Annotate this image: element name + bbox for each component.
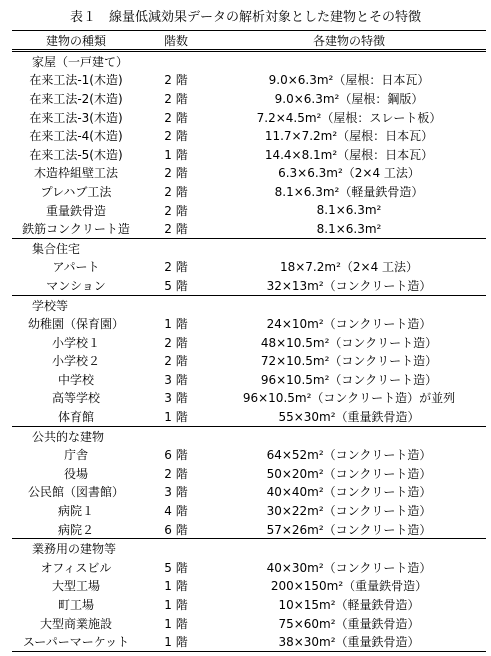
- cell-building-type: 小学校２: [51, 354, 100, 369]
- cell-building-type: 庁舎: [63, 448, 88, 463]
- cell-building-type: 町工場: [57, 598, 94, 613]
- cell-building-type: 在来工法-4(木造): [29, 129, 123, 144]
- bottom-rule: [12, 651, 486, 652]
- cell-floors: 6 階: [164, 522, 188, 537]
- group-title: 集合住宅: [32, 241, 81, 256]
- table-row: [12, 333, 486, 352]
- table-row: [12, 464, 486, 483]
- cell-building-type: 鉄筋コンクリート造: [22, 222, 130, 237]
- group-title-row: [12, 539, 486, 558]
- cell-floors: 2 階: [164, 73, 188, 88]
- cell-features: 9.0×6.3m²（屋根：日本瓦）: [268, 73, 430, 88]
- cell-floors: 2 階: [164, 203, 188, 218]
- cell-features: 8.1×6.3m²: [316, 221, 382, 236]
- cell-floors: 2 階: [164, 354, 188, 369]
- table-row: [12, 352, 486, 371]
- cell-features: 9.0×6.3m²（屋根：鋼版）: [274, 91, 424, 106]
- cell-features: 8.1×6.3m²: [316, 203, 382, 218]
- cell-floors: 5 階: [164, 278, 188, 293]
- cell-features: 50×20m²（コンクリート造）: [266, 466, 432, 481]
- group-title: 家屋（一戸建て）: [32, 54, 129, 69]
- cell-floors: 2 階: [164, 166, 188, 181]
- cell-building-type: 重量鉄骨造: [45, 203, 106, 218]
- group-title-row: [12, 239, 486, 258]
- cell-floors: 2 階: [164, 260, 188, 275]
- table-group: [12, 427, 486, 539]
- table-row: [12, 71, 486, 90]
- cell-floors: 5 階: [164, 560, 188, 575]
- cell-floors: 2 階: [164, 91, 188, 106]
- cell-building-type: アパート: [52, 260, 100, 275]
- header-floors: 階数: [163, 33, 188, 48]
- table-row: [12, 389, 486, 408]
- cell-building-type: 大型商業施設: [39, 616, 112, 631]
- cell-building-type: オフィスビル: [40, 560, 112, 575]
- cell-features: 96×10.5m²（コンクリート造）が並列: [242, 391, 456, 406]
- cell-floors: 1 階: [164, 635, 188, 650]
- cell-building-type: 木造枠組壁工法: [33, 166, 118, 181]
- cell-features: 8.1×6.3m²（軽量鉄骨造）: [274, 184, 424, 199]
- cell-features: 10×15m²（軽量鉄骨造）: [278, 598, 420, 613]
- cell-building-type: スーパーマーケット: [22, 635, 130, 650]
- cell-building-type: 在来工法-5(木造): [29, 147, 123, 162]
- cell-features: 30×22m²（コンクリート造）: [266, 504, 432, 519]
- cell-features: 75×60m²（重量鉄骨造）: [278, 616, 420, 631]
- table-row: [12, 520, 486, 539]
- table-row: [12, 445, 486, 464]
- table-row: [12, 314, 486, 333]
- table-row: [12, 258, 486, 277]
- cell-building-type: 在来工法-3(木造): [29, 110, 123, 125]
- table-row: [12, 145, 486, 164]
- table-row: [12, 126, 486, 145]
- table-row: [12, 370, 486, 389]
- cell-building-type: 中学校: [57, 372, 94, 387]
- header-features: 各建物の特徴: [312, 33, 385, 48]
- group-title-row: [12, 296, 486, 315]
- table-group: [12, 239, 486, 295]
- cell-floors: 3 階: [164, 485, 188, 500]
- table-group: [12, 52, 486, 238]
- cell-building-type: 病院２: [57, 522, 94, 537]
- cell-building-type: 大型工場: [51, 579, 100, 594]
- cell-features: 7.2×4.5m²（屋根：スレート板）: [256, 110, 442, 125]
- table-group: [12, 539, 486, 651]
- cell-floors: 1 階: [164, 598, 188, 613]
- table-row: [12, 483, 486, 502]
- cell-features: 14.4×8.1m²（屋根：日本瓦）: [264, 147, 434, 162]
- cell-building-type: 幼稚園（保育園）: [27, 317, 124, 332]
- cell-features: 32×13m²（コンクリート造）: [266, 278, 432, 293]
- cell-building-type: 公民館（図書館）: [27, 485, 124, 500]
- cell-building-type: 役場: [63, 466, 88, 481]
- cell-features: 38×30m²（重量鉄骨造）: [278, 635, 420, 650]
- table-row: [12, 501, 486, 520]
- buildings-table: [12, 30, 486, 652]
- cell-floors: 3 階: [164, 372, 188, 387]
- table-row: [12, 164, 486, 183]
- cell-floors: 1 階: [164, 410, 188, 425]
- group-title-row: [12, 52, 486, 71]
- cell-features: 24×10m²（コンクリート造）: [266, 317, 432, 332]
- table-row: [12, 577, 486, 596]
- cell-floors: 4 階: [164, 504, 188, 519]
- cell-building-type: 高等学校: [51, 391, 100, 406]
- group-title: 学校等: [32, 298, 69, 313]
- cell-features: 40×40m²（コンクリート造）: [266, 485, 432, 500]
- cell-floors: 2 階: [164, 110, 188, 125]
- cell-features: 11.7×7.2m²（屋根：日本瓦）: [264, 129, 434, 144]
- table-row: [12, 219, 486, 238]
- table-row: [12, 108, 486, 127]
- cell-features: 18×7.2m²（2×4 工法）: [279, 260, 419, 275]
- cell-floors: 3 階: [164, 391, 188, 406]
- group-title: 業務用の建物等: [32, 542, 117, 557]
- cell-floors: 2 階: [164, 222, 188, 237]
- cell-floors: 1 階: [164, 147, 188, 162]
- table-row: [12, 595, 486, 614]
- group-title: 公共的な建物: [32, 429, 105, 444]
- table-caption: 表１ 線量低減効果データの解析対象とした建物とその特徴: [69, 10, 421, 25]
- cell-building-type: 在来工法-2(木造): [29, 91, 123, 106]
- header-building-type: 建物の種類: [45, 33, 106, 48]
- cell-floors: 1 階: [164, 616, 188, 631]
- cell-features: 200×150m²（重量鉄骨造）: [270, 579, 428, 594]
- cell-features: 6.3×6.3m²（2×4 工法）: [278, 166, 420, 181]
- cell-building-type: プレハブ工法: [40, 184, 112, 199]
- table-row: [12, 632, 486, 651]
- table-row: [12, 182, 486, 201]
- table-row: [12, 276, 486, 295]
- table-row: [12, 614, 486, 633]
- cell-features: 55×30m²（重量鉄骨造）: [278, 410, 420, 425]
- cell-features: 96×10.5m²（コンクリート造）: [260, 372, 438, 387]
- cell-floors: 1 階: [164, 317, 188, 332]
- cell-floors: 2 階: [164, 335, 188, 350]
- cell-floors: 1 階: [164, 579, 188, 594]
- table-row: [12, 201, 486, 220]
- cell-floors: 2 階: [164, 129, 188, 144]
- cell-building-type: 在来工法-1(木造): [29, 73, 123, 88]
- cell-building-type: 小学校１: [51, 335, 100, 350]
- cell-building-type: マンション: [46, 278, 106, 293]
- cell-features: 57×26m²（コンクリート造）: [266, 522, 432, 537]
- cell-building-type: 病院１: [57, 504, 94, 519]
- table-row: [12, 407, 486, 426]
- table-body: [12, 52, 486, 651]
- cell-features: 72×10.5m²（コンクリート造）: [260, 354, 438, 369]
- cell-floors: 2 階: [164, 466, 188, 481]
- table-group: [12, 296, 486, 426]
- table-row: [12, 558, 486, 577]
- cell-floors: 2 階: [164, 184, 188, 199]
- group-title-row: [12, 427, 486, 446]
- cell-features: 64×52m²（コンクリート造）: [266, 448, 432, 463]
- table-header-row: [12, 31, 486, 49]
- table-row: [12, 89, 486, 108]
- cell-features: 48×10.5m²（コンクリート造）: [260, 335, 438, 350]
- cell-floors: 6 階: [164, 448, 188, 463]
- cell-features: 40×30m²（コンクリート造）: [266, 560, 432, 575]
- cell-building-type: 体育館: [57, 410, 94, 425]
